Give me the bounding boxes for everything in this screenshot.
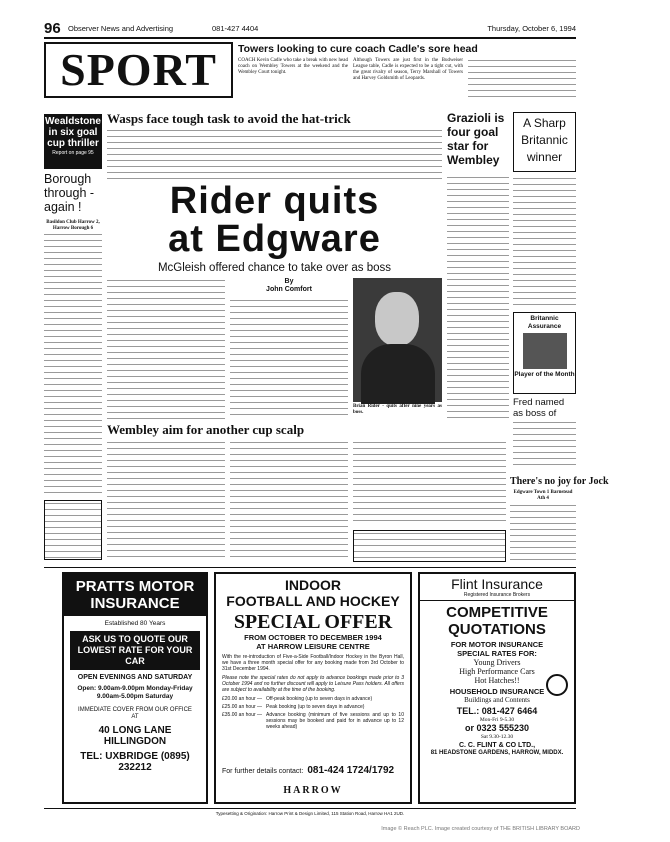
flint-sub: Registered Insurance Brokers xyxy=(420,592,574,601)
wealdstone-box xyxy=(44,114,102,169)
fred-body xyxy=(513,420,576,470)
cadle-headline: Towers looking to cure coach Cadle's sore head xyxy=(238,43,478,55)
flint-tel1: TEL.: 081-427 6464 xyxy=(456,706,538,716)
header-rule xyxy=(44,37,576,39)
indoor-offer: SPECIAL OFFER xyxy=(233,611,393,633)
pratts-established: Established 80 Years xyxy=(104,620,166,627)
pratts-cover: IMMEDIATE COVER FROM OUR OFFICE AT xyxy=(78,707,192,720)
rider-headline-line2: at Edgware xyxy=(168,218,381,260)
cadle-text-3 xyxy=(468,58,576,100)
indoor-dates: FROM OCTOBER TO DECEMBER 1994 xyxy=(244,633,382,642)
pratts-hours: Open: 9.00am-9.00pm Monday-Friday 9.00am-5.00pm Saturday xyxy=(77,685,193,700)
rider-subhead: McGleish offered chance to take over as boss xyxy=(157,262,392,274)
britannic-panel-bottom: Player of the Month xyxy=(514,371,575,378)
paper-phone: 081-427 4404 xyxy=(212,24,259,33)
rider-body-col1 xyxy=(107,278,225,420)
wealdstone-sub: Report on page 95 xyxy=(52,150,94,156)
rider-body-col2 xyxy=(230,298,348,420)
flint-company: C. C. FLINT & CO LTD., xyxy=(458,742,536,749)
cadle-text-1: COACH Kevin Cadle who take a break with new head coach on Wembley Towers at the weekend and the Wembley Court tonight. xyxy=(238,58,348,75)
rider-byline-by: By xyxy=(284,278,294,285)
flint-buildings: Buildings and Contents xyxy=(464,696,530,704)
indoor-contact-phone: 081-424 1724/1792 xyxy=(307,765,395,776)
wealdstone-title: Wealdstone in six goal cup thriller xyxy=(45,116,101,149)
indoor-body: With the re-introduction of Five-a-Side Football/Indoor Hockey in the Byron Hall, we have a three month special offer for any booking made from 3rd October to 31st December 1994. xyxy=(222,654,404,672)
wembley-body-col2 xyxy=(230,440,348,562)
photo-face xyxy=(375,292,419,346)
indoor-contact xyxy=(222,760,408,778)
flint-hot: Hot Hatches!! xyxy=(474,676,520,685)
borough-headline: Borough through - again ! xyxy=(44,172,95,214)
footer-copyright: Image © Reach PLC. Image created courtesy of THE BRITISH LIBRARY BOARD xyxy=(381,826,580,832)
grazioli-body xyxy=(447,175,509,420)
fred-headline: Fred named as boss of xyxy=(513,397,565,419)
cadle-text-2: Although Towers are just first in the Budweiser League table, Cadle is expected to be a tight cut, with the great rivalry of season, Terry Marshall of Towers and Harvey Goldsmith of Leopards. xyxy=(353,58,463,81)
flint-household: HOUSEHOLD INSURANCE xyxy=(449,687,545,696)
wembley-body-col3 xyxy=(353,440,506,526)
paper-name: Observer News and Advertising xyxy=(68,24,174,33)
rider-headline-line1: Rider quits xyxy=(169,180,380,222)
price-row: £35.00 an hour — Advance booking (minimum of five sessions and up to 10 sessions may be booked and paid for in advance up to 12 weeks ahead) xyxy=(222,712,404,730)
pratts-offer: ASK US TO QUOTE OUR LOWEST RATE FOR YOUR CAR xyxy=(70,631,200,670)
borough-results-box xyxy=(44,500,102,560)
grazioli-headline: Grazioli is four goal star for Wembley xyxy=(447,111,505,167)
flint-line1: COMPETITIVE xyxy=(446,604,548,621)
flint-ad xyxy=(418,572,576,804)
flint-high: High Performance Cars xyxy=(459,667,535,676)
indoor-venue: AT HARROW LEISURE CENTRE xyxy=(256,642,370,651)
sharp-body xyxy=(513,176,576,308)
wasps-body xyxy=(107,128,442,180)
britannic-panel-top: Britannic Assurance xyxy=(527,315,562,330)
flint-badge-icon xyxy=(546,674,568,696)
photo-body xyxy=(361,344,435,404)
price-row: £20.00 an hour — Off-peak booking (up to seven days in advance) xyxy=(222,696,373,702)
britannic-panel xyxy=(513,312,576,394)
pratts-title: PRATTS MOTOR INSURANCE xyxy=(64,574,206,616)
flint-young: Young Drivers xyxy=(473,658,521,667)
indoor-note: Please note the special rates do not apply to advance bookings made prior to 3 October 1994 and no further discount will apply to Leisure Pass holders. All offers are subject to availability at the time of the booking. xyxy=(222,675,404,693)
footer-imprint: Typesetting & Origination: Harrow Print & Design Limited, 115 Station Road, Harrow HA1 2UD. xyxy=(215,811,405,816)
joy-subhead: Edgware Town 1 Barnstead Ath 4 xyxy=(513,490,573,501)
indoor-title-2: FOOTBALL AND HOCKEY xyxy=(226,593,400,609)
britannic-photo xyxy=(523,333,567,369)
flint-address: 81 HEADSTONE GARDENS, HARROW, MIDDX. xyxy=(430,750,564,756)
sharp-headline: A Sharp Britannic winner xyxy=(521,116,568,164)
flint-special: SPECIAL RATES FOR: xyxy=(457,649,537,658)
harrow-logo: HARROW xyxy=(283,785,343,796)
pratts-open-title: OPEN EVENINGS AND SATURDAY xyxy=(77,674,193,681)
wembley-body-col1 xyxy=(107,440,225,562)
flint-title: Flint Insurance xyxy=(451,576,543,592)
rider-photo xyxy=(353,278,442,402)
pratts-tel: TEL: UXBRIDGE (0895) 232212 xyxy=(80,751,190,773)
indoor-contact-label: For further details contact: xyxy=(222,768,304,775)
indoor-ad xyxy=(214,572,412,804)
wasps-headline: Wasps face tough task to avoid the hat-trick xyxy=(107,111,351,126)
page-number: 96 xyxy=(44,20,61,37)
ads-rule xyxy=(44,567,576,568)
rider-headline xyxy=(107,182,442,260)
sharp-box xyxy=(513,112,576,172)
flint-or: or 0323 555230 xyxy=(464,723,530,733)
pratts-address: 40 LONG LANE HILLINGDON xyxy=(98,725,172,747)
wembley-results-box xyxy=(353,530,506,562)
joy-body xyxy=(510,503,576,562)
issue-date: Thursday, October 6, 1994 xyxy=(487,24,576,33)
rider-photo-caption: Brian Rider - quits after nine years as boss. xyxy=(353,404,442,415)
page-header xyxy=(44,20,576,36)
borough-body xyxy=(44,232,102,495)
footer-rule xyxy=(44,808,576,809)
pratts-ad xyxy=(62,572,208,804)
joy-headline: There's no joy for Jock xyxy=(510,476,609,487)
rider-byline-name: John Comfort xyxy=(266,286,312,293)
price-row: £25.00 an hour — Peak booking (up to seven days in advance) xyxy=(222,704,365,710)
borough-byline: Basildon Club Harrow 2, Harrow Borough 6 xyxy=(46,220,100,231)
flint-motor: FOR MOTOR INSURANCE xyxy=(450,640,544,649)
indoor-title-1: INDOOR xyxy=(285,577,341,593)
indoor-prices xyxy=(222,696,404,730)
wembley-headline: Wembley aim for another cup scalp xyxy=(107,422,305,437)
flint-line2: QUOTATIONS xyxy=(448,621,546,638)
flint-hours1: Mon-Fri 9-5.30 xyxy=(479,717,515,723)
flint-hours2: Sat 9.30-12.30 xyxy=(480,734,514,740)
rider-byline xyxy=(230,278,348,296)
section-title: SPORT xyxy=(44,42,233,98)
